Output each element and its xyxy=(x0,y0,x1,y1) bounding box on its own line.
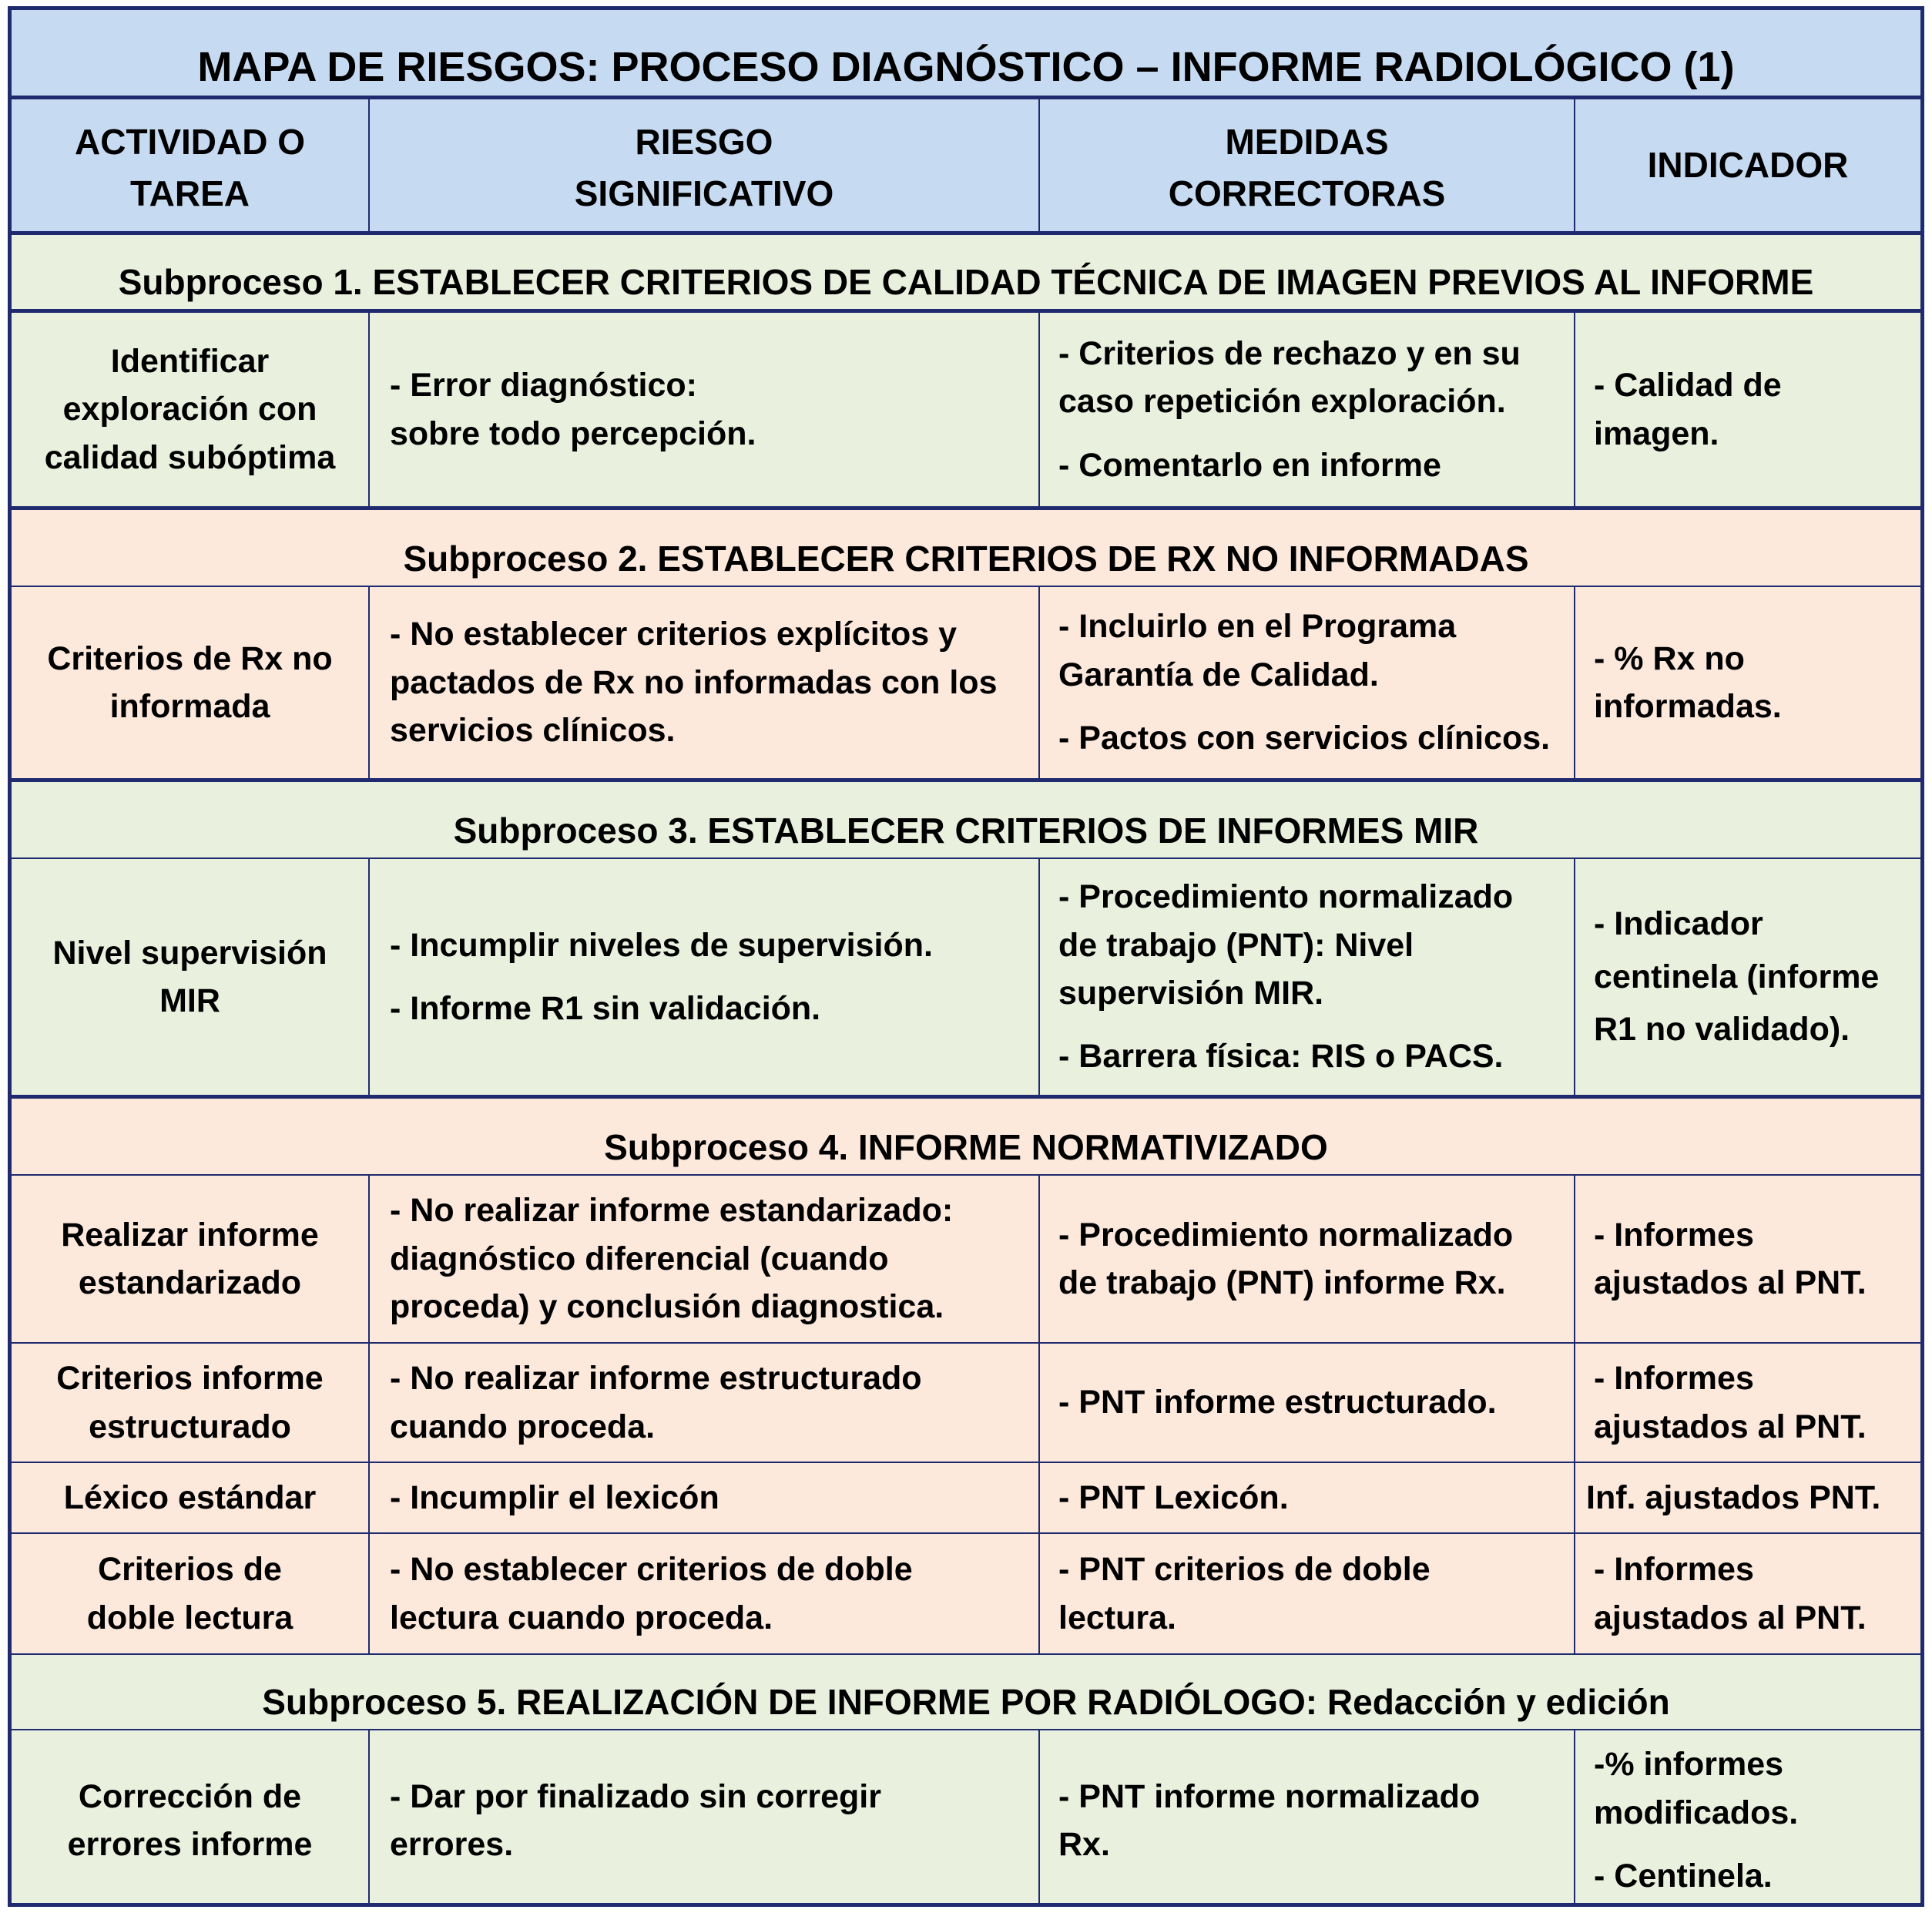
text-line: - Informes xyxy=(1594,1360,1754,1398)
cell-indicador xyxy=(1575,587,1920,778)
text-line: Identificar xyxy=(110,342,270,380)
text-line: - Comentarlo en informe xyxy=(1058,446,1441,484)
text-line: ajustados al PNT. xyxy=(1594,1599,1867,1636)
cell-indicador xyxy=(1575,1730,1920,1907)
text-line: - Informes xyxy=(1594,1551,1754,1589)
text-line: centinela (informe xyxy=(1594,958,1880,995)
text-line: diagnóstico diferencial (cuando xyxy=(390,1240,889,1277)
header-medidas xyxy=(1040,99,1575,231)
text-line: -% informes xyxy=(1594,1746,1784,1784)
cell-actividad xyxy=(12,587,370,778)
cell-indicador xyxy=(1575,1534,1920,1653)
text-line: - Indicador xyxy=(1594,904,1763,942)
text-line: informada xyxy=(109,688,270,725)
text-line: MIR xyxy=(159,982,220,1019)
text-line: lectura. xyxy=(1058,1599,1176,1636)
text-line: Inf. ajustados PNT. xyxy=(1586,1478,1881,1516)
text-line: modificados. xyxy=(1594,1794,1799,1831)
text-line: - Incluirlo en el Programa xyxy=(1058,608,1457,646)
text-line: supervisión MIR. xyxy=(1058,975,1324,1012)
cell-actividad xyxy=(12,1344,370,1462)
cell-actividad xyxy=(12,1463,370,1532)
text-line: ajustados al PNT. xyxy=(1594,1264,1867,1301)
text-line: - Barrera física: RIS o PACS. xyxy=(1058,1038,1504,1076)
text-line: - Calidad de xyxy=(1594,367,1782,404)
text-line: - % Rx no xyxy=(1594,639,1745,677)
header-text: ACTIVIDAD O xyxy=(75,121,305,162)
text-line: doble lectura xyxy=(86,1599,293,1636)
table-row xyxy=(12,1534,1920,1653)
text-line: - Error diagnóstico: xyxy=(390,367,697,404)
text-line: de trabajo (PNT): Nivel xyxy=(1058,926,1414,964)
text-line: pactados de Rx no informadas con los xyxy=(390,663,998,701)
subprocess-4-title: Subproceso 4. INFORME NORMATIVIZADO xyxy=(12,1099,1920,1176)
header-text: MEDIDAS xyxy=(1225,121,1389,162)
text-line: Criterios informe xyxy=(56,1360,324,1398)
text-line: calidad subóptima xyxy=(44,438,336,476)
text-line: - Dar por finalizado sin corregir xyxy=(390,1777,881,1815)
text-line: - PNT informe estructurado. xyxy=(1058,1384,1497,1421)
cell-medidas xyxy=(1040,1176,1575,1342)
text-line: Léxico estándar xyxy=(63,1478,317,1516)
table-row xyxy=(12,859,1920,1099)
text-line: imagen. xyxy=(1594,414,1719,452)
text-line: Garantía de Calidad. xyxy=(1058,656,1379,693)
table-row xyxy=(12,1176,1920,1344)
text-line: - No realizar informe estructurado xyxy=(390,1360,922,1398)
cell-medidas xyxy=(1040,859,1575,1095)
text-line: - Informe R1 sin validación. xyxy=(390,990,821,1027)
cell-riesgo xyxy=(370,1344,1040,1462)
table-row xyxy=(12,1344,1920,1463)
table-row xyxy=(12,1730,1920,1907)
text-line: caso repetición exploración. xyxy=(1058,383,1506,421)
header-text: RIESGO xyxy=(635,121,773,162)
text-line: ajustados al PNT. xyxy=(1594,1408,1867,1445)
subprocess-2-title: Subproceso 2. ESTABLECER CRITERIOS DE RX NO INFORMADAS xyxy=(12,510,1920,587)
cell-medidas xyxy=(1040,587,1575,778)
header-text: TAREA xyxy=(129,173,250,213)
cell-medidas xyxy=(1040,1534,1575,1653)
text-line: - No realizar informe estandarizado: xyxy=(390,1192,954,1230)
cell-medidas xyxy=(1040,1463,1575,1532)
text-line: servicios clínicos. xyxy=(390,712,676,750)
text-line: estructurado xyxy=(89,1408,291,1445)
text-line: - PNT informe normalizado xyxy=(1058,1777,1481,1815)
cell-actividad xyxy=(12,859,370,1095)
text-line: - No establecer criterios de doble xyxy=(390,1551,913,1589)
cell-indicador xyxy=(1575,859,1920,1095)
subprocess-5-title: Subproceso 5. REALIZACIÓN DE INFORME POR RADIÓLOGO: Redacción y edición xyxy=(12,1653,1920,1730)
cell-actividad xyxy=(12,1730,370,1907)
table-row xyxy=(12,313,1920,510)
cell-actividad xyxy=(12,313,370,506)
text-line: Rx. xyxy=(1058,1826,1110,1863)
cell-medidas xyxy=(1040,1730,1575,1907)
header-actividad xyxy=(12,99,370,231)
table-row xyxy=(12,1463,1920,1534)
text-line: - PNT criterios de doble xyxy=(1058,1551,1431,1589)
text-line: Nivel supervisión xyxy=(52,934,327,972)
text-line: Criterios de xyxy=(98,1551,282,1589)
column-header-row xyxy=(12,99,1920,235)
header-riesgo xyxy=(370,99,1040,231)
cell-medidas xyxy=(1040,313,1575,506)
subprocess-1-title: Subproceso 1. ESTABLECER CRITERIOS DE CALIDAD TÉCNICA DE IMAGEN PREVIOS AL INFORME xyxy=(12,235,1920,313)
text-line: - Criterios de rechazo y en su xyxy=(1058,334,1521,372)
cell-riesgo xyxy=(370,1730,1040,1907)
text-line: - Centinela. xyxy=(1594,1858,1773,1895)
cell-riesgo xyxy=(370,1176,1040,1342)
cell-actividad xyxy=(12,1176,370,1342)
cell-indicador xyxy=(1575,1463,1920,1532)
cell-actividad xyxy=(12,1534,370,1653)
text-line: - No establecer criterios explícitos y xyxy=(390,616,958,653)
cell-indicador xyxy=(1575,313,1920,506)
text-line: - Informes xyxy=(1594,1216,1754,1254)
text-line: errores. xyxy=(390,1826,514,1863)
cell-riesgo xyxy=(370,1463,1040,1532)
cell-riesgo xyxy=(370,859,1040,1095)
text-line: Corrección de xyxy=(78,1777,302,1815)
text-line: - Incumplir el lexicón xyxy=(390,1478,719,1516)
header-text: CORRECTORAS xyxy=(1168,173,1446,213)
text-line: - Procedimiento normalizado xyxy=(1058,1216,1514,1254)
text-line: proceda) y conclusión diagnostica. xyxy=(390,1288,944,1326)
text-line: cuando proceda. xyxy=(390,1408,656,1445)
cell-riesgo xyxy=(370,1534,1040,1653)
cell-medidas xyxy=(1040,1344,1575,1462)
table-row xyxy=(12,587,1920,782)
cell-indicador xyxy=(1575,1176,1920,1342)
cell-riesgo xyxy=(370,587,1040,778)
cell-indicador xyxy=(1575,1344,1920,1462)
text-line: exploración con xyxy=(62,391,317,428)
text-line: informadas. xyxy=(1594,688,1782,725)
text-line: - Pactos con servicios clínicos. xyxy=(1058,720,1551,757)
text-line: - Incumplir niveles de supervisión. xyxy=(390,926,933,964)
text-line: lectura cuando proceda. xyxy=(390,1599,773,1636)
text-line: Realizar informe xyxy=(61,1216,319,1254)
header-indicador xyxy=(1575,99,1920,231)
text-line: sobre todo percepción. xyxy=(390,414,756,452)
table-title: MAPA DE RIESGOS: PROCESO DIAGNÓSTICO – INFORME RADIOLÓGICO (1) xyxy=(12,10,1920,99)
text-line: - Procedimiento normalizado xyxy=(1058,878,1514,916)
header-text: SIGNIFICATIVO xyxy=(574,173,834,213)
risk-map-table xyxy=(8,6,1924,1907)
text-line: Criterios de Rx no xyxy=(47,639,333,677)
text-line: - PNT Lexicón. xyxy=(1058,1478,1289,1516)
cell-riesgo xyxy=(370,313,1040,506)
text-line: R1 no validado). xyxy=(1594,1011,1850,1049)
text-line: de trabajo (PNT) informe Rx. xyxy=(1058,1264,1506,1301)
header-text: INDICADOR xyxy=(1647,145,1849,186)
text-line: errores informe xyxy=(67,1826,313,1863)
subprocess-3-title: Subproceso 3. ESTABLECER CRITERIOS DE INFORMES MIR xyxy=(12,782,1920,859)
text-line: estandarizado xyxy=(78,1264,302,1301)
